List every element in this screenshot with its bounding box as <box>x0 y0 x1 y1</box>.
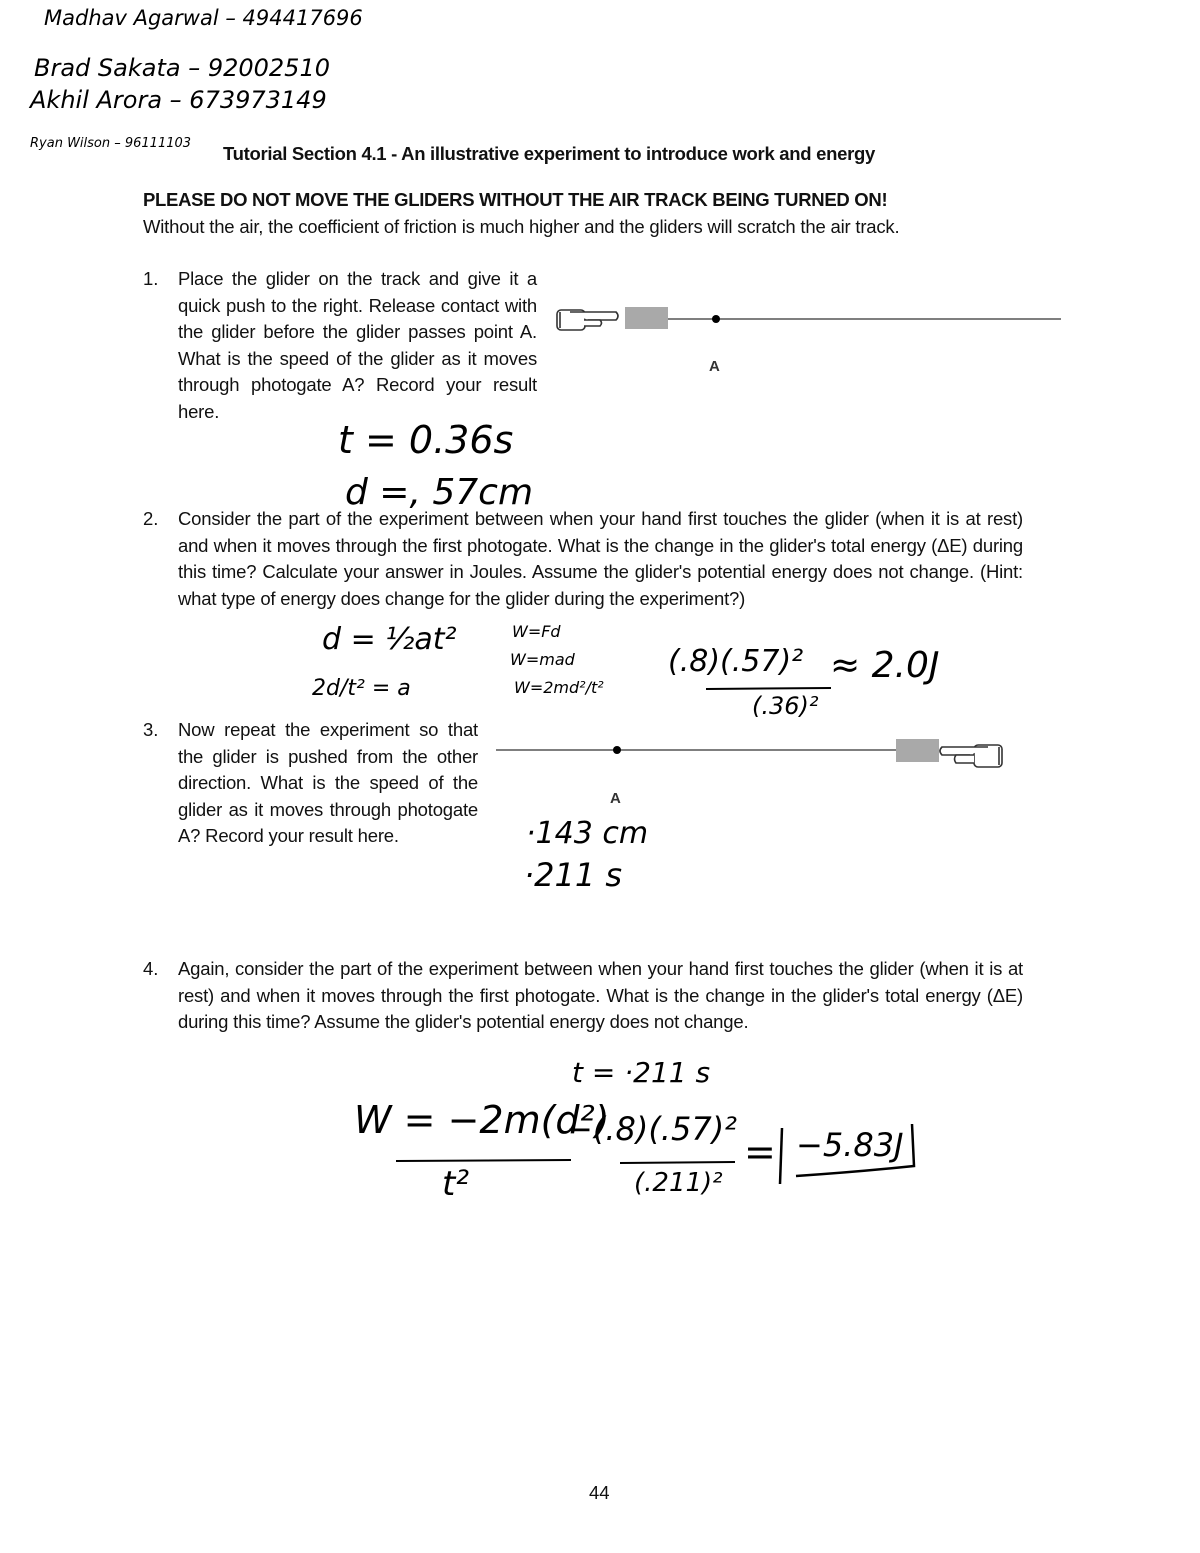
page-title: Tutorial Section 4.1 - An illustrative experiment to introduce work and energy <box>223 143 875 164</box>
handwritten-fraction-bar <box>396 1158 576 1164</box>
handwritten-q4-time: t = ·211 s <box>572 1056 711 1089</box>
photogate-label-2: A <box>610 790 621 807</box>
question-number-4: 4. <box>143 958 159 979</box>
handwritten-q4-work: W = −2m(d²) <box>354 1098 610 1142</box>
handwritten-q2-numerator: (.8)(.57)² <box>668 644 804 679</box>
warning-note: Without the air, the coefficient of friction is much higher and the gliders will scratch the air track. <box>143 216 900 237</box>
handwritten-q2-w1: W=Fd <box>512 622 561 641</box>
handwritten-q2-result: ≈ 2.0J <box>830 645 940 686</box>
pushing-hand-icon <box>557 310 618 330</box>
handwritten-name-1: Madhav Agarwal – 494417696 <box>44 6 363 30</box>
photogate-label-1: A <box>709 358 720 375</box>
glider <box>625 307 668 329</box>
handwritten-name-2: Brad Sakata – 92002510 <box>34 54 330 82</box>
handwritten-q4-denominator: (.211)² <box>634 1168 723 1198</box>
question-text-3: Now repeat the experiment so that the glider is pushed from the other direction. What is the speed of the glider as it moves through photogate A? Record your result here. <box>178 719 478 846</box>
handwritten-q4-numerator: −(.8)(.57)² <box>566 1110 737 1148</box>
handwritten-q2-eq1: d = ½at² <box>322 622 457 657</box>
air-track-diagram-2 <box>494 730 1014 780</box>
glider <box>896 739 939 762</box>
handwritten-q2-denominator: (.36)² <box>752 692 819 720</box>
handwritten-q1-distance: d =, 57cm <box>345 472 534 513</box>
page-number: 44 <box>589 1482 610 1503</box>
question-number-2: 2. <box>143 508 159 529</box>
handwritten-q4-equals: = <box>744 1130 776 1174</box>
handwritten-name-3: Akhil Arora – 673973149 <box>30 86 327 114</box>
handwritten-q3-time: ·211 s <box>524 856 623 894</box>
handwritten-q1-time: t = 0.36s <box>338 418 514 462</box>
question-text-2: Consider the part of the experiment between when your hand first touches the glider (when it is at rest) and when it moves through the first photogate. What is the change in the glider's total energy (ΔE) during this time? Calculate your answer in Joules. Assume the glider's potential energy does not change. (Hint: what type of energy does change for the glider during the experiment?) <box>178 508 1023 609</box>
question-text-4: Again, consider the part of the experiment between when your hand first touches the glider (when it is at rest) and when it moves through the first photogate. What is the change in the glider's total energy (ΔE) during this time? Assume the glider's potential energy does not change. <box>178 958 1023 1032</box>
photogate-a-point <box>613 746 621 754</box>
handwritten-q2-eq2: 2d/t² = a <box>312 676 411 701</box>
handwritten-q2-w2: W=mad <box>510 650 575 669</box>
handwritten-q4-result: −5.83J <box>796 1126 904 1164</box>
pushing-hand-icon <box>940 745 1002 767</box>
warning-heading: PLEASE DO NOT MOVE THE GLIDERS WITHOUT THE AIR TRACK BEING TURNED ON! <box>143 189 888 210</box>
handwritten-q2-w3: W=2md²/t² <box>514 678 604 697</box>
air-track-diagram-1 <box>550 296 1070 376</box>
photogate-a-point <box>712 315 720 323</box>
handwritten-q3-distance: ·143 cm <box>526 816 649 851</box>
handwritten-name-4: Ryan Wilson – 96111103 <box>30 136 192 151</box>
question-text-1: Place the glider on the track and give it a quick push to the right. Release contact with the glider before the glider passes point A. What is the speed of the glider as it moves through photogate A? Record your result here. <box>178 268 537 422</box>
question-number-3: 3. <box>143 719 159 740</box>
handwritten-fraction-bar <box>620 1160 740 1166</box>
handwritten-result-box <box>776 1118 926 1188</box>
question-number-1: 1. <box>143 268 159 289</box>
handwritten-q4-t-squared: t² <box>442 1164 469 1204</box>
